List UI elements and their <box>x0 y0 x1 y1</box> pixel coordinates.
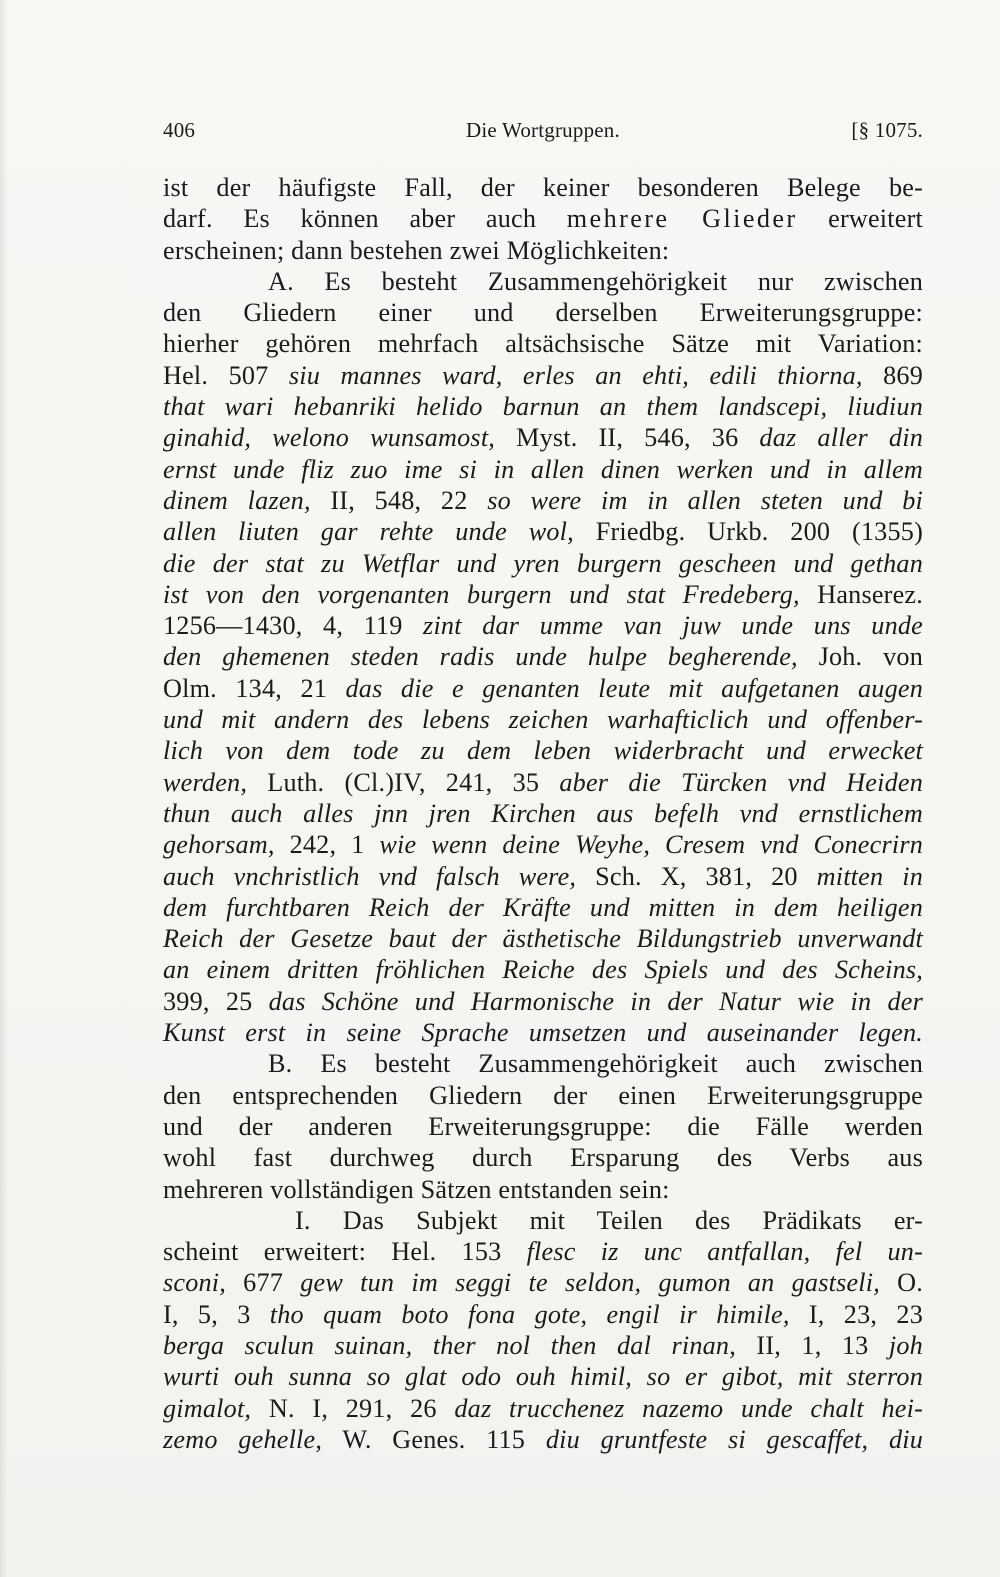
quotation: die der stat zu Wetflar und yren burgern gescheen und gethan <box>163 548 923 578</box>
text-line: wohl fast durchweg durch Ersparung des Verbs aus <box>163 1143 923 1173</box>
quotation: flesc iz unc antfallan, fel un- <box>526 1237 923 1267</box>
quotation: den ghemenen steden radis unde hulpe begherende, <box>163 642 798 672</box>
quotation: joh <box>888 1330 923 1360</box>
quotation: aber die Türcken vnd Heiden <box>559 767 923 797</box>
quotation: gehorsam, <box>163 830 275 860</box>
quotation: daz aller din <box>759 423 923 453</box>
body-text <box>163 172 923 1455</box>
text-line: scheint erweitert: Hel. 153 flesc iz unc antfallan, fel un- <box>163 1237 923 1267</box>
quotation: gew tun im seggi te seldon, gumon an gastseli, <box>300 1268 880 1298</box>
quotation: diu gruntfeste si gescaffet, diu <box>545 1424 924 1454</box>
quotation: wurti ouh sunna so glat odo ouh himil, so er gibot, mit sterron <box>163 1362 923 1392</box>
quotation: dinem lazen, <box>163 485 311 515</box>
quotation: dem furchtbaren Reich der Kräfte und mitten in dem heiligen <box>163 892 923 922</box>
text-line: gimalot, N. I, 291, 26 daz trucchenez nazemo unde chalt hei- <box>163 1393 923 1423</box>
running-title: Die Wortgruppen. <box>466 118 620 142</box>
text-line: allen liuten gar rehte unde wol, Friedbg. Urkb. 200 (1355) <box>163 517 923 547</box>
text-line <box>163 798 923 829</box>
quotation: thun auch alles jnn jren Kirchen aus befelh vnd ernstlichem <box>163 798 923 828</box>
section-reference: [§ 1075. <box>851 118 923 142</box>
quotation: berga sculun suinan, ther nol then dal rinan, <box>163 1330 736 1360</box>
quotation: mitten in <box>816 861 923 891</box>
text-line: sconi, 677 gew tun im seggi te seldon, gumon an gastseli, O. <box>163 1268 924 1298</box>
quotation: das Schöne und Harmonische in der Natur wie in der <box>268 986 923 1016</box>
text-line: ist von den vorgenanten burgern und stat Fredeberg, Hanserez. <box>163 579 923 609</box>
quotation: ginahid, welono wunsamost, <box>163 423 496 453</box>
quotation: sconi, <box>163 1268 227 1298</box>
quotation: so were im in allen steten und bi <box>487 485 923 515</box>
text-line: werden, Luth. (Cl.)IV, 241, 35 aber die Türcken vnd Heiden <box>163 767 923 797</box>
text-line: dinem lazen, II, 548, 22 so were im in allen steten und bi <box>163 485 923 515</box>
quotation: daz trucchenez nazemo unde chalt hei- <box>454 1393 923 1423</box>
quotation: wie wenn deine Weyhe, Cresem vnd Conecrirn <box>379 830 923 860</box>
text-line: zemo gehelle, W. Genes. 115 diu gruntfeste si gescaffet, diu <box>163 1424 924 1454</box>
text-line: den entsprechenden Gliedern der einen Erweiterungsgruppe <box>163 1080 923 1110</box>
paragraph-start-line: B. Es besteht Zusammengehörigkeit auch zwischen <box>268 1049 923 1079</box>
text-line: ginahid, welono wunsamost, Myst. II, 546, 36 daz aller din <box>163 423 923 453</box>
quotation: an einem dritten fröhlichen Reiche des Spiels und des Scheins, <box>163 955 923 985</box>
text-line <box>163 735 923 766</box>
text-line <box>163 892 923 923</box>
text-line: I, 5, 3 tho quam boto fona gote, engil ir himile, I, 23, 23 <box>163 1299 923 1329</box>
quotation: und mit andern des lebens zeichen warhafticlich und offenber- <box>163 705 923 735</box>
text-line: darf. Es können aber auch mehrere Glieder erweitert <box>163 204 923 234</box>
quotation: gimalot, <box>163 1393 252 1423</box>
text-line <box>163 1361 923 1392</box>
text-line: Olm. 134, 21 das die e genanten leute mit aufgetanen augen <box>163 673 923 703</box>
text-line: 399, 25 das Schöne und Harmonische in der Natur wie in der <box>163 986 923 1016</box>
text-line <box>163 704 923 735</box>
text-line <box>163 391 923 422</box>
text-line <box>163 1017 923 1048</box>
text-line: 1256—1430, 4, 119 zint dar umme van juw unde uns unde <box>163 611 923 641</box>
text-line: den Gliedern einer und derselben Erweiterungsgruppe: <box>163 298 923 328</box>
spaced-emphasis: mehrere Glieder <box>566 204 798 234</box>
page-number: 406 <box>163 118 196 142</box>
text-line: Hel. 507 siu mannes ward, erles an ehti, edili thiorna, 869 <box>163 360 923 390</box>
quotation: ernst unde fliz zuo ime si in allen dinen werken und in allem <box>163 454 923 484</box>
paragraph-start-line: I. Das Subjekt mit Teilen des Prädikats er- <box>295 1205 923 1235</box>
quotation: that wari hebanriki helido barnun an them landscepi, liudiun <box>163 392 923 422</box>
quotation: das die e genanten leute mit aufgetanen augen <box>345 673 923 703</box>
text-line: hierher gehören mehrfach altsächsische Sätze mit Variation: <box>163 329 923 359</box>
quotation: Reich der Gesetze baut der ästhetische Bildungstrieb unverwandt <box>163 924 923 954</box>
text-line: mehreren vollständigen Sätzen entstanden sein: <box>163 1174 670 1204</box>
quotation: Kunst erst in seine Sprache umsetzen und auseinander legen. <box>163 1018 923 1048</box>
text-line: den ghemenen steden radis unde hulpe begherende, Joh. von <box>163 642 923 672</box>
text-line <box>163 454 923 485</box>
page-header <box>163 118 923 148</box>
text-line <box>163 548 923 579</box>
quotation: zint dar umme van juw unde uns unde <box>423 611 923 641</box>
text-line <box>163 923 923 954</box>
text-line: erscheinen; dann bestehen zwei Möglichkeiten: <box>163 235 670 265</box>
paragraph-start-line: A. Es besteht Zusammengehörigkeit nur zwischen <box>268 266 923 296</box>
quotation: allen liuten gar rehte unde wol, <box>163 517 574 547</box>
quotation: werden, <box>163 767 248 797</box>
text-line: berga sculun suinan, ther nol then dal rinan, II, 1, 13 joh <box>163 1330 923 1360</box>
quotation: ist von den vorgenanten burgern und stat Fredeberg, <box>163 579 800 609</box>
scan-edge-shadow <box>0 0 8 1577</box>
quotation: auch vnchristlich vnd falsch were, <box>163 861 577 891</box>
quotation: siu mannes ward, erles an ehti, edili thiorna, <box>288 360 863 390</box>
text-line: gehorsam, 242, 1 wie wenn deine Weyhe, Cresem vnd Conecrirn <box>163 830 923 860</box>
quotation: lich von dem tode zu dem leben widerbracht und erwecket <box>163 736 923 766</box>
text-line: auch vnchristlich vnd falsch were, Sch. X, 381, 20 mitten in <box>163 861 923 891</box>
quotation: tho quam boto fona gote, engil ir himile, <box>269 1299 790 1329</box>
quotation: zemo gehelle, <box>163 1424 323 1454</box>
text-line: ist der häufigste Fall, der keiner besonderen Belege be- <box>163 173 923 202</box>
text-line: und der anderen Erweiterungsgruppe: die Fälle werden <box>163 1111 923 1141</box>
text-line <box>163 954 923 985</box>
